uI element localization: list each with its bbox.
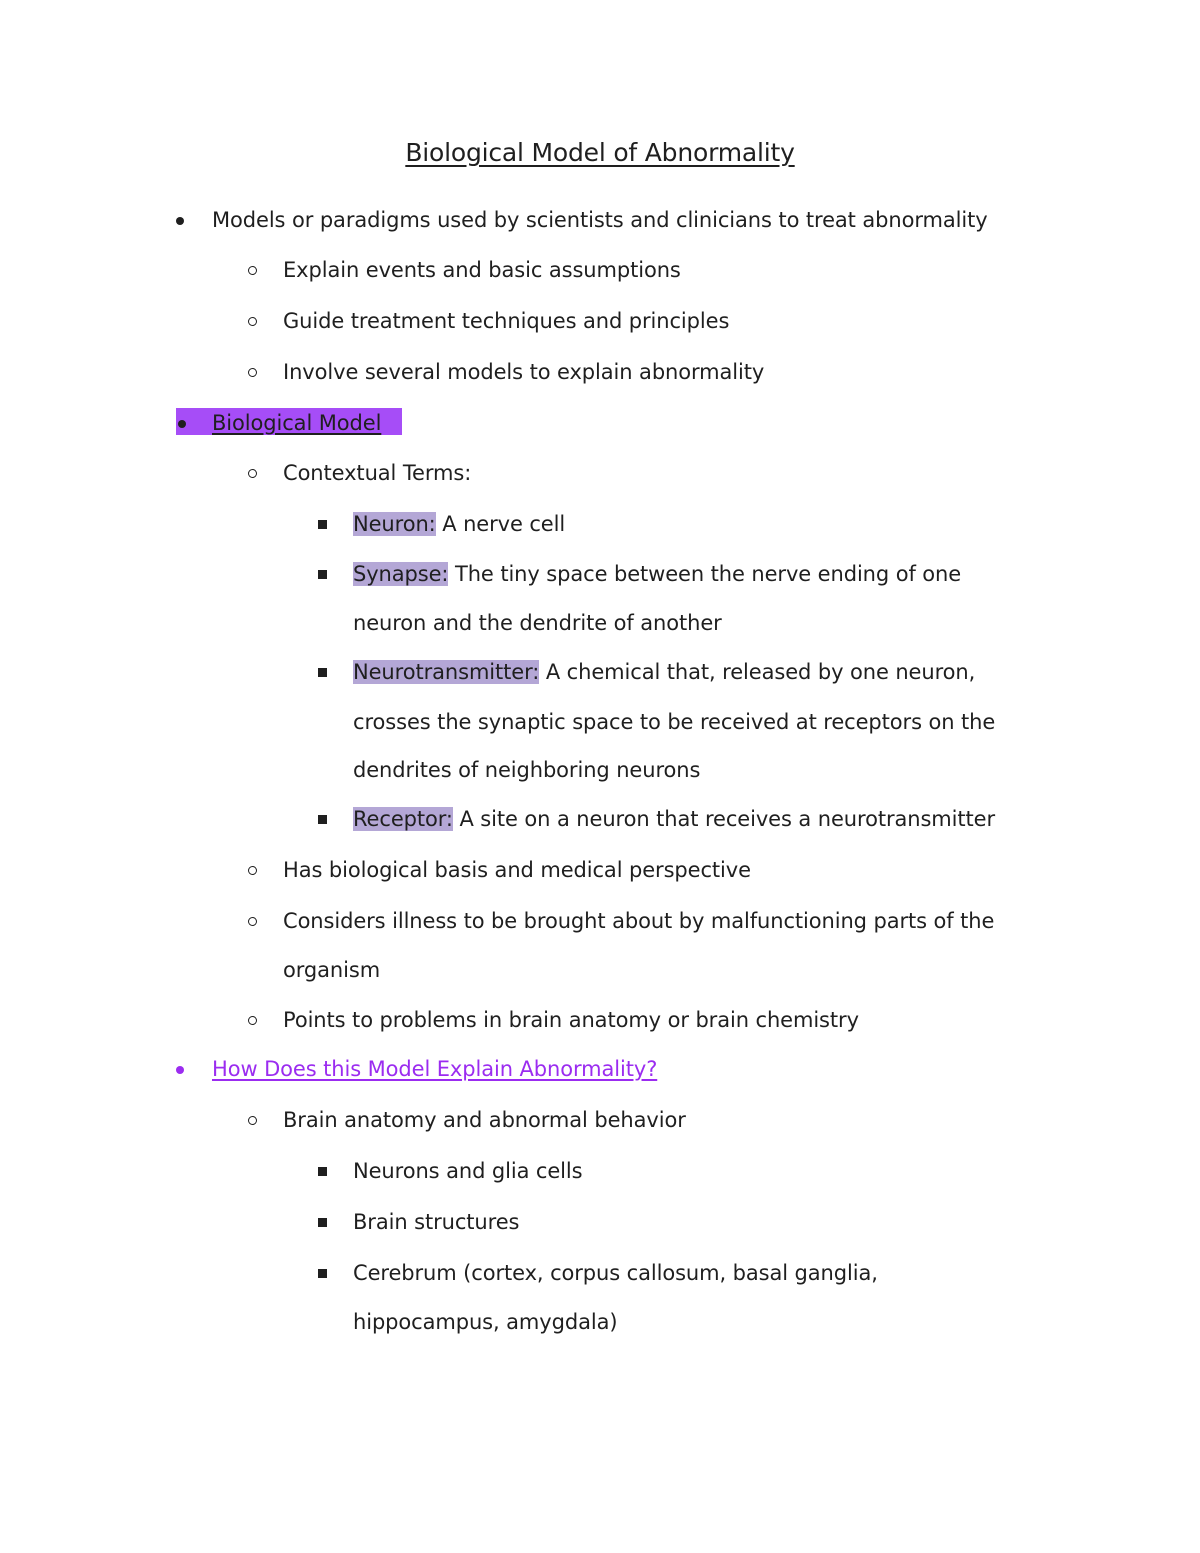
term-definition-continued: neuron and the dendrite of another <box>353 611 722 635</box>
section2-heading-text: Biological Model <box>212 411 382 435</box>
bullet-circle <box>248 306 257 336</box>
bullet-circle <box>248 357 257 387</box>
list-item: Cerebrum (cortex, corpus callosum, basal ganglia, <box>353 1261 878 1285</box>
term-receptor <box>353 804 995 834</box>
term-label: Receptor: <box>353 807 453 831</box>
list-item: Guide treatment techniques and principles <box>283 309 730 333</box>
term-neurotransmitter <box>353 657 975 687</box>
bullet-square <box>318 509 327 539</box>
bullet-circle <box>248 1105 257 1135</box>
bullet-dot <box>178 408 186 438</box>
bullet-dot <box>176 1054 184 1084</box>
term-definition-continued: crosses the synaptic space to be received at receptors on the <box>353 710 996 734</box>
bullet-dot <box>176 205 184 235</box>
bullet-square <box>318 1207 327 1237</box>
term-definition: The tiny space between the nerve ending of one <box>448 562 962 586</box>
term-label: Synapse: <box>353 562 449 586</box>
section1-heading: Models or paradigms used by scientists and clinicians to treat abnormality <box>212 208 988 232</box>
list-item: Considers illness to be brought about by malfunctioning parts of the <box>283 909 995 933</box>
bullet-circle <box>248 906 257 936</box>
bullet-square <box>318 657 327 687</box>
list-item: Points to problems in brain anatomy or brain chemistry <box>283 1008 859 1032</box>
page-title: Biological Model of Abnormality <box>405 138 795 167</box>
list-item-continued: organism <box>283 958 381 982</box>
term-definition-continued: dendrites of neighboring neurons <box>353 758 701 782</box>
term-definition: A site on a neuron that receives a neurotransmitter <box>452 807 996 831</box>
contextual-terms-label: Contextual Terms: <box>283 461 472 485</box>
bullet-square <box>318 804 327 834</box>
list-item: Explain events and basic assumptions <box>283 258 681 282</box>
bullet-circle <box>248 1005 257 1035</box>
list-item: Neurons and glia cells <box>353 1159 583 1183</box>
term-definition: A chemical that, released by one neuron, <box>539 660 976 684</box>
section2-heading <box>212 408 381 438</box>
term-synapse <box>353 559 961 589</box>
bullet-circle <box>248 855 257 885</box>
bullet-square <box>318 1258 327 1288</box>
section3-heading: How Does this Model Explain Abnormality? <box>212 1057 658 1081</box>
term-label: Neuron: <box>353 512 436 536</box>
term-definition: A nerve cell <box>435 512 566 536</box>
term-label: Neurotransmitter: <box>353 660 540 684</box>
bullet-square <box>318 1156 327 1186</box>
list-item-continued: hippocampus, amygdala) <box>353 1310 618 1334</box>
bullet-circle <box>248 255 257 285</box>
section3-sub: Brain anatomy and abnormal behavior <box>283 1108 686 1132</box>
list-item: Has biological basis and medical perspective <box>283 858 751 882</box>
bullet-square <box>318 559 327 589</box>
list-item: Involve several models to explain abnormality <box>283 360 765 384</box>
list-item: Brain structures <box>353 1210 520 1234</box>
term-neuron <box>353 509 565 539</box>
bullet-circle <box>248 458 257 488</box>
